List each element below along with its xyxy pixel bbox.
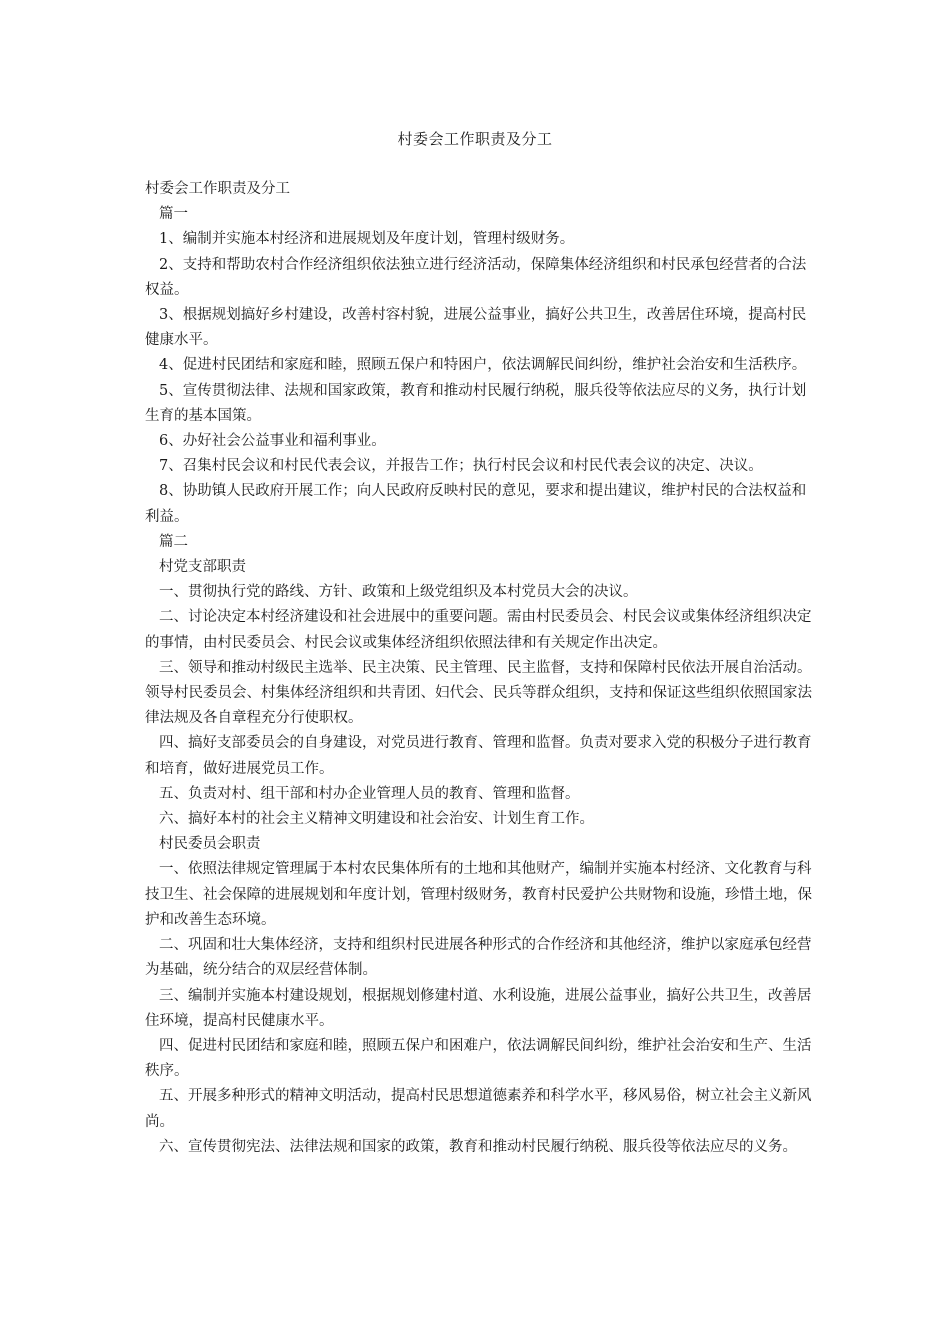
- paragraph: 四、促进村民团结和家庭和睦，照顾五保户和困难户，依法调解民间纠纷，维护社会治安和生产、生活秩序。: [145, 1037, 812, 1080]
- paragraph: 2、支持和帮助农村合作经济组织依法独立进行经济活动，保障集体经济组织和村民承包经营者的合法权益。: [145, 256, 807, 298]
- paragraph: 六、搞好本村的社会主义精神文明建设和社会治安、计划生育工作。: [159, 811, 594, 828]
- paragraph: 一、依照法律规定管理属于本村农民集体所有的土地和其他财产，编制并实施本村经济、文化教育与科技卫生、社会保障的进展规划和年度计划，管理村级财务，教育村民爱护公共财物和设施，珍惜土地，保护和改善生态环境。: [145, 861, 812, 928]
- paragraph: 村委会工作职责及分工: [145, 181, 290, 197]
- document-body: [145, 177, 820, 1160]
- paragraph: 村党支部职责: [159, 559, 246, 576]
- paragraph: 一、贯彻执行党的路线、方针、政策和上级党组织及本村党员大会的决议。: [159, 584, 638, 601]
- paragraph: 三、编制并实施本村建设规划，根据规划修建村道、水利设施，进展公益事业，搞好公共卫生，改善居住环境，提高村民健康水平。: [145, 987, 812, 1029]
- paragraph: 3、根据规划搞好乡村建设，改善村容村貌，进展公益事业，搞好公共卫生，改善居住环境，提高村民健康水平。: [145, 307, 807, 349]
- paragraph: 篇二: [159, 533, 188, 550]
- paragraph: 6、办好社会公益事业和福利事业。: [159, 433, 386, 450]
- paragraph: 4、促进村民团结和家庭和睦，照顾五保户和特困户，依法调解民间纠纷，维护社会治安和生活秩序。: [159, 357, 807, 374]
- paragraph: 7、召集村民会议和村民代表会议，并报告工作；执行村民会议和村民代表会议的决定、决议。: [159, 458, 763, 475]
- paragraph: 篇一: [159, 206, 188, 223]
- paragraph: 三、领导和推动村级民主选举、民主决策、民主管理、民主监督，支持和保障村民依法开展自治活动。领导村民委员会、村集体经济组织和共青团、妇代会、民兵等群众组织，支持和保证这些组织依照国家法律法规及各自章程充分行使职权。: [145, 659, 812, 727]
- paragraph: 二、巩固和壮大集体经济，支持和组织村民进展各种形式的合作经济和其他经济，维护以家庭承包经营为基础，统分结合的双层经营体制。: [145, 937, 812, 979]
- paragraph: 五、负责对村、组干部和村办企业管理人员的教育、管理和监督。: [159, 785, 580, 802]
- paragraph: 二、讨论决定本村经济建设和社会进展中的重要问题。需由村民委员会、村民会议或集体经济组织决定的事情，由村民委员会、村民会议或集体经济组织依照法律和有关规定作出决定。: [145, 609, 812, 651]
- paragraph: 1、编制并实施本村经济和进展规划及年度计划，管理村级财务。: [159, 231, 575, 248]
- paragraph: 六、宣传贯彻宪法、法律法规和国家的政策，教育和推动村民履行纳税、服兵役等依法应尽的义务。: [159, 1138, 797, 1155]
- paragraph: 五、开展多种形式的精神文明活动，提高村民思想道德素养和科学水平，移风易俗，树立社会主义新风尚。: [145, 1088, 812, 1130]
- paragraph: 村民委员会职责: [159, 836, 261, 853]
- document-title: 村委会工作职责及分工: [397, 130, 553, 148]
- paragraph: 5、宣传贯彻法律、法规和国家政策，教育和推动村民履行纳税，服兵役等依法应尽的义务，执行计划生育的基本国策。: [145, 382, 807, 424]
- paragraph: 四、搞好支部委员会的自身建设，对党员进行教育、管理和监督。负责对要求入党的积极分子进行教育和培育，做好进展党员工作。: [145, 735, 812, 777]
- paragraph: 8、协助镇人民政府开展工作；向人民政府反映村民的意见，要求和提出建议，维护村民的合法权益和利益。: [145, 483, 807, 525]
